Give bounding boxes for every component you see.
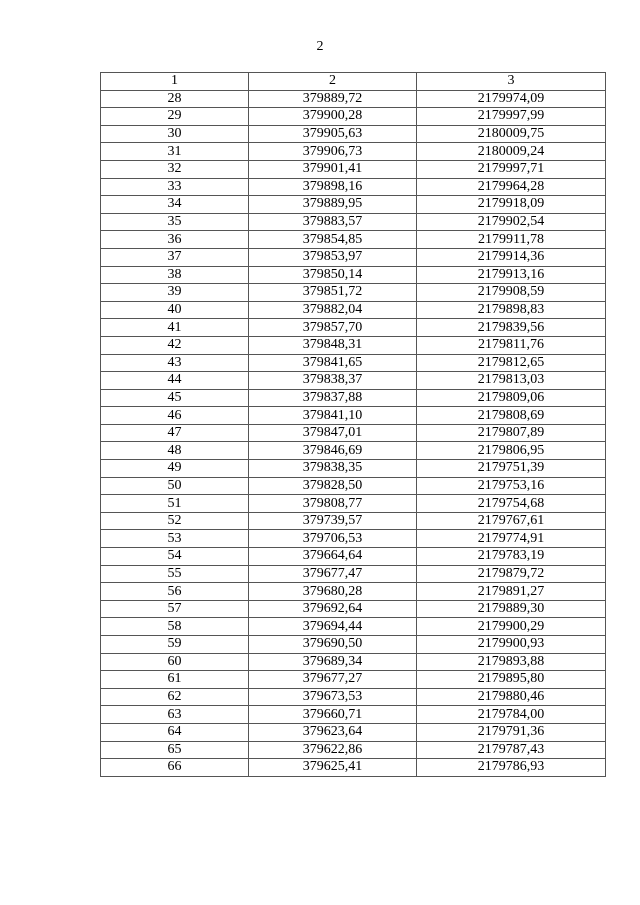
x-coordinate-cell: 379837,88 <box>249 389 417 407</box>
point-number-cell: 48 <box>101 442 249 460</box>
point-number-cell: 54 <box>101 548 249 566</box>
table-row <box>101 178 606 196</box>
table-row <box>101 618 606 636</box>
x-coordinate-cell: 379898,16 <box>249 178 417 196</box>
coordinates-table-body <box>101 73 606 777</box>
point-number-cell: 65 <box>101 741 249 759</box>
point-number-cell: 40 <box>101 301 249 319</box>
table-row <box>101 600 606 618</box>
x-coordinate-cell: 379692,64 <box>249 600 417 618</box>
point-number-cell: 53 <box>101 530 249 548</box>
x-coordinate-cell: 379853,97 <box>249 248 417 266</box>
table-row <box>101 636 606 654</box>
x-coordinate-cell: 379664,64 <box>249 548 417 566</box>
table-row <box>101 583 606 601</box>
coordinates-table <box>100 72 606 777</box>
x-coordinate-cell: 379808,77 <box>249 495 417 513</box>
y-coordinate-cell: 2179914,36 <box>417 248 606 266</box>
y-coordinate-cell: 2180009,75 <box>417 125 606 143</box>
x-coordinate-cell: 379625,41 <box>249 759 417 777</box>
x-coordinate-cell: 379689,34 <box>249 653 417 671</box>
point-number-cell: 28 <box>101 90 249 108</box>
point-number-cell: 31 <box>101 143 249 161</box>
table-row <box>101 530 606 548</box>
y-coordinate-cell: 2179893,88 <box>417 653 606 671</box>
y-coordinate-cell: 2179808,69 <box>417 407 606 425</box>
point-number-cell: 38 <box>101 266 249 284</box>
x-coordinate-cell: 379677,27 <box>249 671 417 689</box>
x-coordinate-cell: 379857,70 <box>249 319 417 337</box>
y-coordinate-cell: 2179786,93 <box>417 759 606 777</box>
x-coordinate-cell: 379673,53 <box>249 688 417 706</box>
y-coordinate-cell: 2180009,24 <box>417 143 606 161</box>
table-row <box>101 706 606 724</box>
table-row <box>101 512 606 530</box>
x-coordinate-cell: 379883,57 <box>249 213 417 231</box>
x-coordinate-cell: 379828,50 <box>249 477 417 495</box>
point-number-cell: 45 <box>101 389 249 407</box>
table-row <box>101 90 606 108</box>
x-coordinate-cell: 379850,14 <box>249 266 417 284</box>
x-coordinate-cell: 379677,47 <box>249 565 417 583</box>
y-coordinate-cell: 2179895,80 <box>417 671 606 689</box>
y-coordinate-cell: 2179753,16 <box>417 477 606 495</box>
table-row <box>101 460 606 478</box>
point-number-cell: 37 <box>101 248 249 266</box>
table-row <box>101 442 606 460</box>
point-number-cell: 50 <box>101 477 249 495</box>
point-number-cell: 58 <box>101 618 249 636</box>
point-number-cell: 42 <box>101 336 249 354</box>
table-row <box>101 319 606 337</box>
x-coordinate-cell: 379906,73 <box>249 143 417 161</box>
point-number-cell: 60 <box>101 653 249 671</box>
point-number-cell: 44 <box>101 372 249 390</box>
y-coordinate-cell: 2179918,09 <box>417 196 606 214</box>
y-coordinate-cell: 2179913,16 <box>417 266 606 284</box>
point-number-cell: 63 <box>101 706 249 724</box>
table-row <box>101 284 606 302</box>
y-coordinate-cell: 2179974,09 <box>417 90 606 108</box>
table-row <box>101 565 606 583</box>
table-row <box>101 108 606 126</box>
x-coordinate-cell: 379846,69 <box>249 442 417 460</box>
y-coordinate-cell: 2179911,78 <box>417 231 606 249</box>
y-coordinate-cell: 2179908,59 <box>417 284 606 302</box>
point-number-cell: 33 <box>101 178 249 196</box>
point-number-cell: 59 <box>101 636 249 654</box>
x-coordinate-cell: 379706,53 <box>249 530 417 548</box>
y-coordinate-cell: 2179754,68 <box>417 495 606 513</box>
point-number-cell: 30 <box>101 125 249 143</box>
y-coordinate-cell: 2179783,19 <box>417 548 606 566</box>
y-coordinate-cell: 2179791,36 <box>417 723 606 741</box>
y-coordinate-cell: 2179964,28 <box>417 178 606 196</box>
point-number-cell: 47 <box>101 424 249 442</box>
table-row <box>101 354 606 372</box>
y-coordinate-cell: 2179812,65 <box>417 354 606 372</box>
table-row <box>101 759 606 777</box>
y-coordinate-cell: 2179787,43 <box>417 741 606 759</box>
table-row <box>101 407 606 425</box>
x-coordinate-cell: 379841,65 <box>249 354 417 372</box>
x-coordinate-cell: 379889,72 <box>249 90 417 108</box>
point-number-cell: 57 <box>101 600 249 618</box>
x-coordinate-cell: 379889,95 <box>249 196 417 214</box>
table-row <box>101 671 606 689</box>
point-number-cell: 34 <box>101 196 249 214</box>
y-coordinate-cell: 2179806,95 <box>417 442 606 460</box>
x-coordinate-cell: 379847,01 <box>249 424 417 442</box>
x-coordinate-cell: 379901,41 <box>249 160 417 178</box>
x-coordinate-cell: 379838,37 <box>249 372 417 390</box>
column-header-3: 3 <box>417 73 606 91</box>
point-number-cell: 56 <box>101 583 249 601</box>
point-number-cell: 64 <box>101 723 249 741</box>
point-number-cell: 39 <box>101 284 249 302</box>
y-coordinate-cell: 2179898,83 <box>417 301 606 319</box>
table-row <box>101 125 606 143</box>
table-row <box>101 248 606 266</box>
table-row <box>101 213 606 231</box>
y-coordinate-cell: 2179839,56 <box>417 319 606 337</box>
point-number-cell: 32 <box>101 160 249 178</box>
x-coordinate-cell: 379680,28 <box>249 583 417 601</box>
point-number-cell: 41 <box>101 319 249 337</box>
y-coordinate-cell: 2179891,27 <box>417 583 606 601</box>
page-number: 2 <box>316 39 324 54</box>
y-coordinate-cell: 2179807,89 <box>417 424 606 442</box>
table-row <box>101 688 606 706</box>
table-row <box>101 495 606 513</box>
table-row <box>101 389 606 407</box>
point-number-cell: 51 <box>101 495 249 513</box>
table-row <box>101 653 606 671</box>
y-coordinate-cell: 2179784,00 <box>417 706 606 724</box>
table-row <box>101 196 606 214</box>
table-row <box>101 741 606 759</box>
point-number-cell: 52 <box>101 512 249 530</box>
column-header-1: 1 <box>101 73 249 91</box>
x-coordinate-cell: 379623,64 <box>249 723 417 741</box>
y-coordinate-cell: 2179811,76 <box>417 336 606 354</box>
x-coordinate-cell: 379882,04 <box>249 301 417 319</box>
point-number-cell: 46 <box>101 407 249 425</box>
table-row <box>101 336 606 354</box>
y-coordinate-cell: 2179813,03 <box>417 372 606 390</box>
point-number-cell: 61 <box>101 671 249 689</box>
point-number-cell: 62 <box>101 688 249 706</box>
table-row <box>101 231 606 249</box>
y-coordinate-cell: 2179774,91 <box>417 530 606 548</box>
table-row <box>101 372 606 390</box>
point-number-cell: 35 <box>101 213 249 231</box>
column-header-2: 2 <box>249 73 417 91</box>
table-header-row <box>101 73 606 91</box>
point-number-cell: 66 <box>101 759 249 777</box>
point-number-cell: 55 <box>101 565 249 583</box>
y-coordinate-cell: 2179900,93 <box>417 636 606 654</box>
table-row <box>101 548 606 566</box>
x-coordinate-cell: 379854,85 <box>249 231 417 249</box>
y-coordinate-cell: 2179751,39 <box>417 460 606 478</box>
y-coordinate-cell: 2179889,30 <box>417 600 606 618</box>
y-coordinate-cell: 2179809,06 <box>417 389 606 407</box>
point-number-cell: 36 <box>101 231 249 249</box>
y-coordinate-cell: 2179880,46 <box>417 688 606 706</box>
x-coordinate-cell: 379622,86 <box>249 741 417 759</box>
table-row <box>101 266 606 284</box>
table-row <box>101 424 606 442</box>
x-coordinate-cell: 379900,28 <box>249 108 417 126</box>
y-coordinate-cell: 2179900,29 <box>417 618 606 636</box>
x-coordinate-cell: 379905,63 <box>249 125 417 143</box>
x-coordinate-cell: 379739,57 <box>249 512 417 530</box>
table-row <box>101 160 606 178</box>
x-coordinate-cell: 379848,31 <box>249 336 417 354</box>
y-coordinate-cell: 2179879,72 <box>417 565 606 583</box>
point-number-cell: 43 <box>101 354 249 372</box>
x-coordinate-cell: 379690,50 <box>249 636 417 654</box>
y-coordinate-cell: 2179997,99 <box>417 108 606 126</box>
x-coordinate-cell: 379841,10 <box>249 407 417 425</box>
point-number-cell: 49 <box>101 460 249 478</box>
table-row <box>101 723 606 741</box>
y-coordinate-cell: 2179902,54 <box>417 213 606 231</box>
table-row <box>101 477 606 495</box>
x-coordinate-cell: 379694,44 <box>249 618 417 636</box>
x-coordinate-cell: 379660,71 <box>249 706 417 724</box>
x-coordinate-cell: 379851,72 <box>249 284 417 302</box>
table-row <box>101 301 606 319</box>
table-row <box>101 143 606 161</box>
point-number-cell: 29 <box>101 108 249 126</box>
x-coordinate-cell: 379838,35 <box>249 460 417 478</box>
y-coordinate-cell: 2179997,71 <box>417 160 606 178</box>
y-coordinate-cell: 2179767,61 <box>417 512 606 530</box>
